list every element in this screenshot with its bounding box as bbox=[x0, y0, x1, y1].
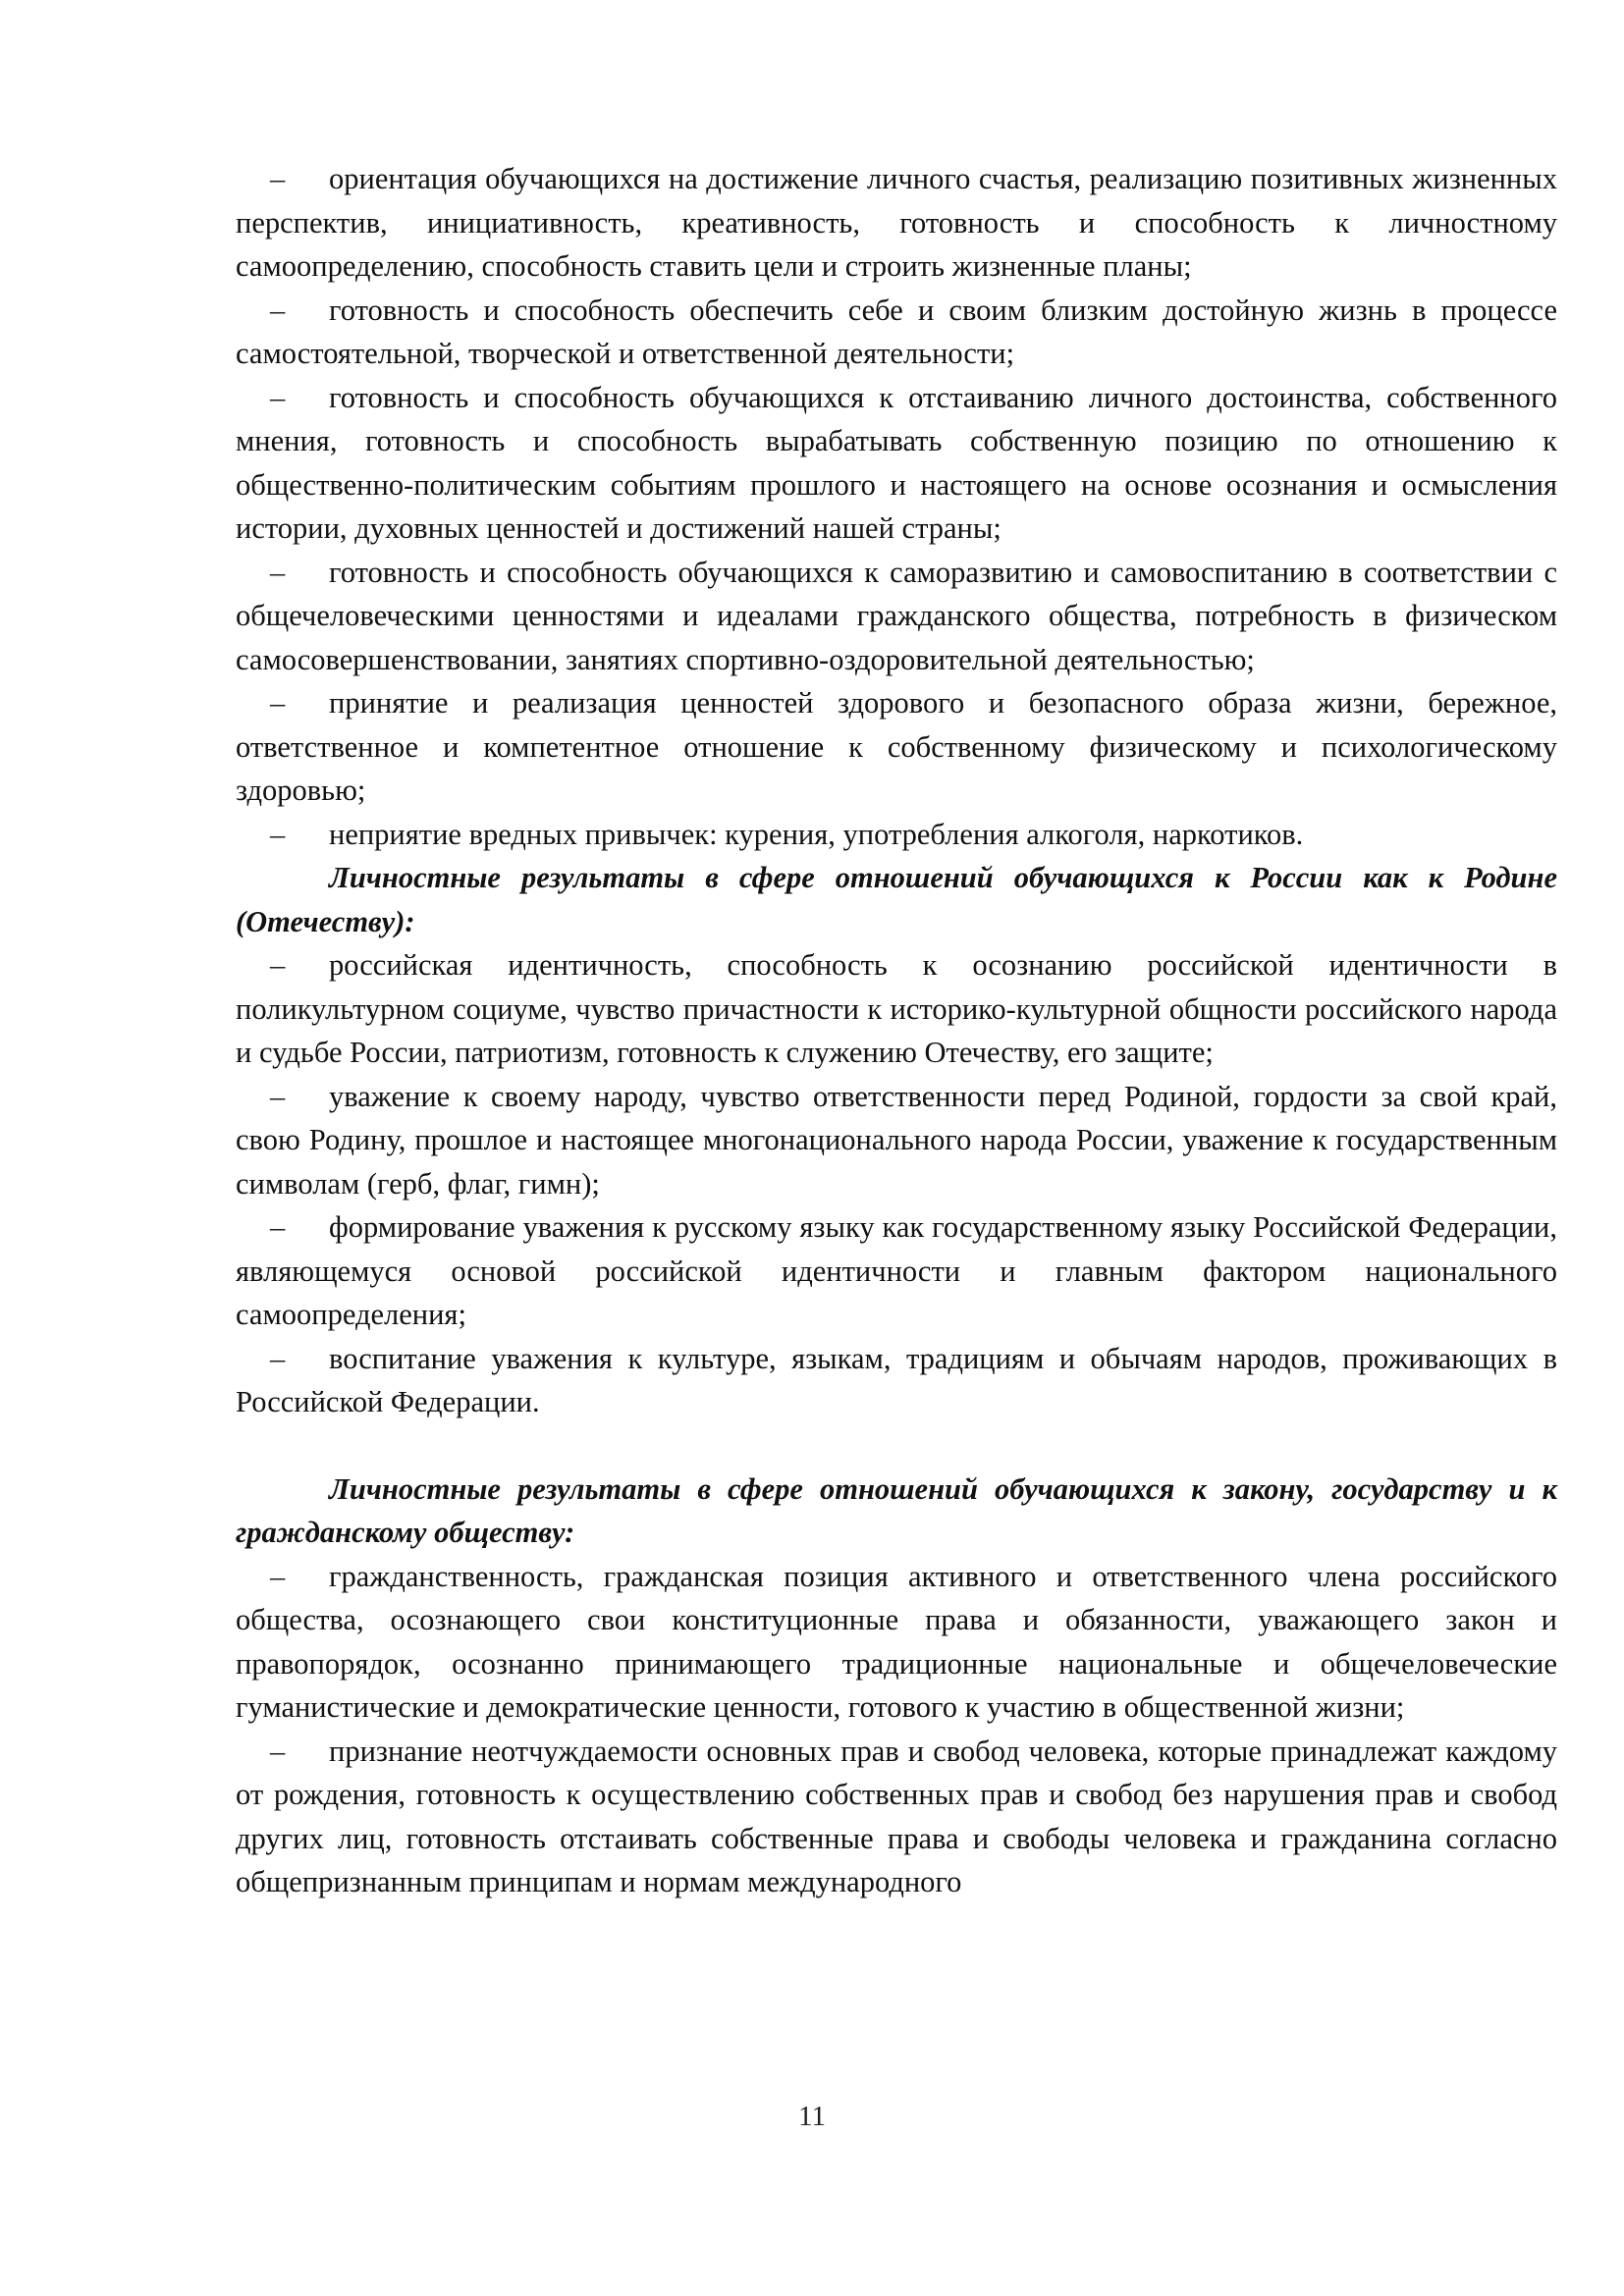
list-item bbox=[236, 681, 1557, 813]
page-content bbox=[236, 157, 1557, 1904]
list-dash: – bbox=[270, 817, 286, 851]
list-item-text: принятие и реализация ценностей здорового и безопасного образа жизни, бережное, ответственное и компетентное отношение к собственному физическому и психологическому здоровью; bbox=[236, 686, 1557, 807]
list-dash: – bbox=[270, 555, 286, 589]
list-item bbox=[236, 1205, 1557, 1337]
list-dash: – bbox=[270, 686, 286, 720]
list-item bbox=[236, 289, 1557, 376]
section-heading-law: Личностные результаты в сфере отношений обучающихся к закону, государству и к гражданскому обществу: bbox=[236, 1471, 1557, 1549]
list-item-text: готовность и способность обучающихся к саморазвитию и самовоспитанию в соответствии с общечеловеческими ценностями и идеалами гражданского общества, потребность в физическом самосовершенствовании, занятиях спортивно-оздоровительной деятельностью; bbox=[236, 555, 1557, 676]
list-dash: – bbox=[270, 1559, 286, 1593]
list-item bbox=[236, 1075, 1557, 1206]
list-item-text: воспитание уважения к культуре, языкам, традициям и обычаям народов, проживающих в Российской Федерации. bbox=[236, 1341, 1557, 1418]
list-item-text: ориентация обучающихся на достижение личного счастья, реализацию позитивных жизненных перспектив, инициативность, креативность, готовность и способность к личностному самоопределению, способность ставить цели и строить жизненные планы; bbox=[236, 162, 1557, 283]
list-item bbox=[236, 943, 1557, 1075]
list-item bbox=[236, 551, 1557, 682]
list-item bbox=[236, 376, 1557, 551]
list-item-text: формирование уважения к русскому языку как государственному языку Российской Федерации, являющемуся основой российской идентичности и главным фактором национального самоопределения; bbox=[236, 1210, 1557, 1331]
list-item-text: неприятие вредных привычек: курения, употребления алкоголя, наркотиков. bbox=[329, 817, 1304, 851]
list-item-text: уважение к своему народу, чувство ответственности перед Родиной, гордости за свой край, свою Родину, прошлое и настоящее многонационального народа России, уважение к государственным символам (герб, флаг, гимн); bbox=[236, 1079, 1557, 1201]
list-dash: – bbox=[270, 948, 286, 982]
list-item bbox=[236, 1730, 1557, 1904]
list-dash: – bbox=[270, 1079, 286, 1113]
list-dash: – bbox=[270, 1210, 286, 1244]
list-dash: – bbox=[270, 162, 286, 195]
list-item-text: готовность и способность обеспечить себе и своим близким достойную жизнь в процессе самостоятельной, творческой и ответственной деятельности; bbox=[236, 293, 1557, 370]
list-dash: – bbox=[270, 1734, 286, 1768]
page-number: 11 bbox=[798, 2101, 826, 2132]
list-item bbox=[236, 1337, 1557, 1424]
list-item-text: признание неотчуждаемости основных прав и свобод человека, которые принадлежат каждому от рождения, готовность к осуществлению собственных прав и свобод без нарушения прав и свобод других лиц, готовность отстаивать собственные права и свободы человека и гражданина согласно общепризнанным принципам и нормам международного bbox=[236, 1734, 1557, 1898]
list-item-text: российская идентичность, способность к осознанию российской идентичности в поликультурном социуме, чувство причастности к историко-культурной общности российского народа и судьбе России, патриотизм, готовность к служению Отечеству, его защите; bbox=[236, 948, 1557, 1069]
list-dash: – bbox=[270, 380, 286, 414]
list-item bbox=[236, 813, 1557, 857]
list-dash: – bbox=[270, 293, 286, 327]
list-item bbox=[236, 157, 1557, 289]
list-item-text: гражданственность, гражданская позиция активного и ответственного члена российского общества, осознающего свои конституционные права и обязанности, уважающего закон и правопорядок, осознанно принимающего традиционные национальные и общечеловеческие гуманистические и демократические ценности, готового к участию в общественной жизни; bbox=[236, 1559, 1557, 1724]
list-dash: – bbox=[270, 1341, 286, 1375]
list-item-text: готовность и способность обучающихся к отстаиванию личного достоинства, собственного мнения, готовность и способность вырабатывать собственную позицию по отношению к общественно-политическим событиям прошлого и настоящего на основе осознания и осмысления истории, духовных ценностей и достижений нашей страны; bbox=[236, 380, 1557, 545]
section-heading-russia: Личностные результаты в сфере отношений обучающихся к России как к Родине (Отечеству): bbox=[236, 861, 1557, 938]
list-item bbox=[236, 1555, 1557, 1730]
